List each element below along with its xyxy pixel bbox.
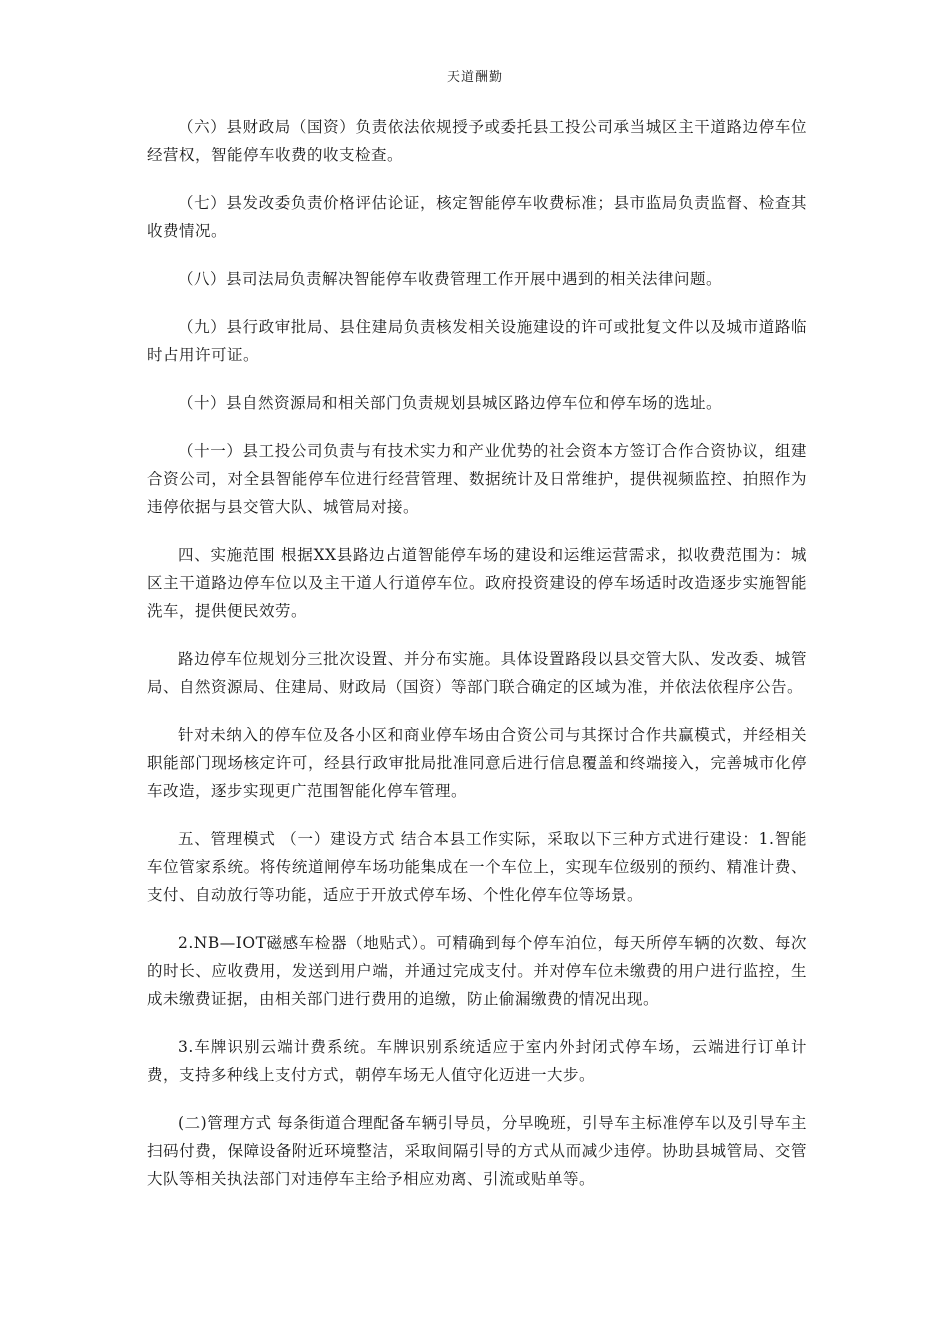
paragraph-parking-planning: 路边停车位规划分三批次设置、并分布实施。具体设置路段以县交管大队、发改委、城管局、自然资源局、住建局、财政局（国资）等部门联合确定的区域为准，并依法依程序公告。	[147, 650, 807, 696]
paragraph-plate-recognition: 3.车牌识别云端计费系统。车牌识别系统适应于室内外封闭式停车场，云端进行订单计费，支持多种线上支付方式，朝停车场无人值守化迈进一大步。	[147, 1038, 807, 1084]
paragraph-10-natural-resources: （十）县自然资源局和相关部门负责规划县城区路边停车位和停车场的选址。	[178, 394, 723, 412]
paragraph-uncovered-parking: 针对未纳入的停车位及各小区和商业停车场由合资公司与其探讨合作共赢模式，并经相关职能部门现场核定许可，经县行政审批局批准同意后进行信息覆盖和终端接入，完善城市化停车改造，逐步实现更广范围智能化停车管理。	[147, 726, 807, 800]
page-header: 天道酬勤	[446, 70, 503, 85]
paragraph-6-finance-bureau: （六）县财政局（国资）负责依法依规授予或委托县工投公司承当城区主干道路边停车位经营权，智能停车收费的收支检查。	[147, 118, 807, 164]
document-body	[147, 113, 807, 1213]
paragraph-11-investment-company: （十一）县工投公司负责与有技术实力和产业优势的社会资本方签订合作合资协议，组建合资公司，对全县智能停车位进行经营管理、数据统计及日常维护，提供视频监控、拍照作为违停依据与县交管大队、城管局对接。	[147, 442, 807, 516]
paragraph-8-justice-bureau: （八）县司法局负责解决智能停车收费管理工作开展中遇到的相关法律问题。	[178, 270, 723, 288]
section-4-implementation-scope: 四、实施范围 根据XX县路边占道智能停车场的建设和运维运营需求，拟收费范围为：城区主干道路边停车位以及主干道人行道停车位。政府投资建设的停车场适时改造逐步实施智能洗车，提供便民效劳。	[147, 546, 807, 620]
paragraph-9-approval-bureau: （九）县行政审批局、县住建局负责核发相关设施建设的许可或批复文件以及城市道路临时占用许可证。	[147, 318, 807, 364]
paragraph-management-method: (二)管理方式 每条街道合理配备车辆引导员，分早晚班，引导车主标准停车以及引导车主扫码付费，保障设备附近环境整洁，采取间隔引导的方式从而减少违停。协助县城管局、交管大队等相关执法部门对违停车主给予相应劝离、引流或贴单等。	[147, 1114, 807, 1188]
section-5-management-mode: 五、管理模式 （一）建设方式 结合本县工作实际，采取以下三种方式进行建设：1.智能车位管家系统。将传统道闸停车场功能集成在一个车位上，实现车位级别的预约、精准计费、支付、自动放行等功能，适应于开放式停车场、个性化停车位等场景。	[147, 830, 807, 904]
paragraph-7-development-commission: （七）县发改委负责价格评估论证，核定智能停车收费标准；县市监局负责监督、检查其收费情况。	[147, 194, 807, 240]
paragraph-nb-iot-detector: 2.NB—IOT磁感车检器（地贴式）。可精确到每个停车泊位，每天所停车辆的次数、每次的时长、应收费用，发送到用户端，并通过完成支付。并对停车位未缴费的用户进行监控，生成未缴费证据，由相关部门进行费用的追缴，防止偷漏缴费的情况出现。	[147, 934, 807, 1008]
